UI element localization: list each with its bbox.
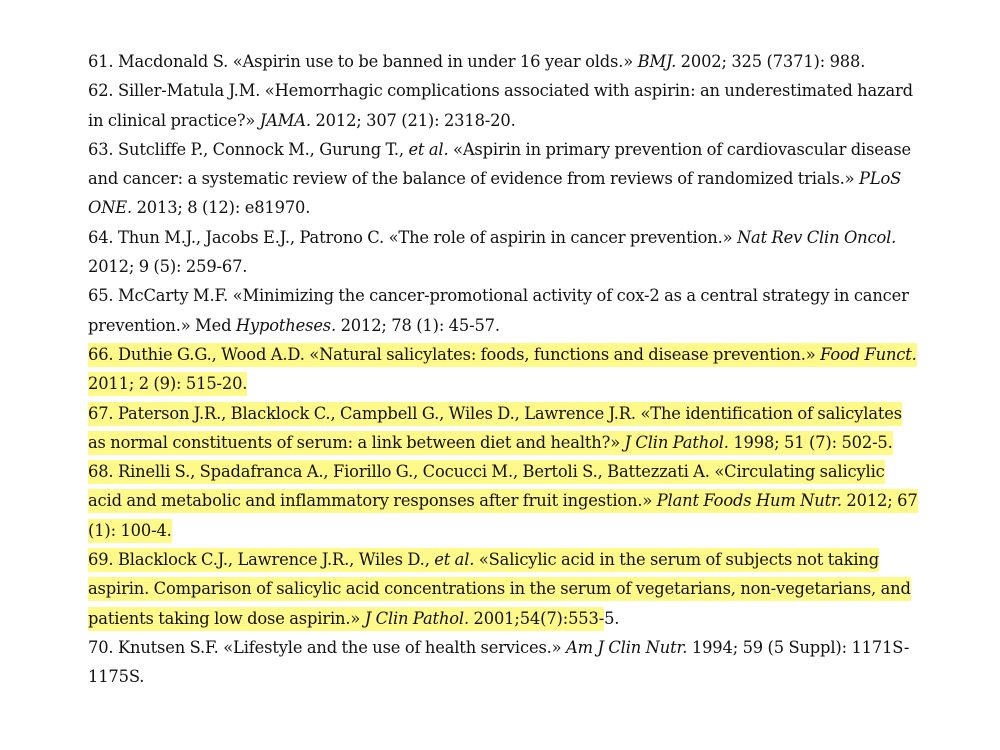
ref-journal: Hypotheses. bbox=[235, 315, 337, 335]
ref-title: «Aspirin use to be banned in under 16 year olds.» bbox=[232, 52, 634, 71]
highlighted-text bbox=[88, 548, 911, 631]
ref-authors: Thun M.J., Jacobs E.J., Patrono C. bbox=[117, 227, 385, 247]
ref-journal: Plant Foods Hum Nutr. bbox=[656, 491, 842, 511]
highlighted-text bbox=[88, 460, 918, 543]
reference-list bbox=[88, 47, 918, 692]
reference-65 bbox=[88, 281, 918, 340]
ref-details: 2002; 325 (7371): 988. bbox=[680, 52, 866, 71]
reference-63 bbox=[88, 135, 918, 223]
ref-number: 68. bbox=[88, 462, 114, 482]
ref-title: «The role of aspirin in cancer prevention.» bbox=[388, 227, 733, 247]
ref-number: 67. bbox=[88, 403, 114, 423]
ref-journal: PLoS ONE. bbox=[88, 169, 902, 218]
ref-details-tail: 5. bbox=[604, 608, 620, 628]
ref-title: «Natural salicylates: foods, functions and disease prevention.» bbox=[309, 344, 816, 364]
ref-title: «Aspirin in primary prevention of cardiovascular disease and cancer: a systematic review of the balance of evidence from reviews of randomized trials.» bbox=[88, 139, 912, 189]
ref-authors: Knutsen S.F. bbox=[117, 637, 219, 657]
ref-authors: Rinelli S., Spadafranca A., Fiorillo G., Cocucci M., Bertoli S., Battezzati A. bbox=[117, 462, 710, 482]
reference-66 bbox=[88, 340, 918, 399]
ref-title: «Hemorrhagic complications associated with aspirin: an underestimated hazard in clinical practice?» bbox=[88, 81, 913, 130]
ref-authors: Blacklock C.J., Lawrence J.R., Wiles D., bbox=[117, 550, 430, 570]
ref-authors: Paterson J.R., Blacklock C., Campbell G., Wiles D., Lawrence J.R. bbox=[117, 403, 636, 423]
ref-journal: JAMA. bbox=[259, 110, 311, 130]
ref-number: 63. bbox=[88, 139, 114, 159]
ref-number: 64. bbox=[88, 227, 114, 247]
reference-67 bbox=[88, 399, 918, 458]
highlighted-text bbox=[88, 402, 902, 455]
highlighted-text bbox=[88, 343, 917, 396]
ref-etal: et al. bbox=[434, 550, 475, 570]
reference-70 bbox=[88, 633, 918, 692]
ref-details: 2011; 2 (9): 515-20. bbox=[88, 374, 248, 394]
ref-journal: Nat Rev Clin Oncol. bbox=[736, 227, 897, 247]
ref-journal: BMJ. bbox=[637, 52, 677, 71]
ref-authors: Macdonald S. bbox=[117, 52, 229, 71]
ref-number: 66. bbox=[88, 344, 114, 364]
ref-journal: J Clin Pathol. bbox=[364, 608, 470, 628]
ref-etal: et al. bbox=[408, 139, 449, 159]
reference-62 bbox=[88, 76, 918, 135]
ref-details: 2012; 307 (21): 2318-20. bbox=[315, 110, 516, 130]
ref-title: «Circulating salicylic acid and metabolic and inflammatory responses after fruit ingestion.» bbox=[88, 462, 885, 511]
ref-details: 2012; 67 (1): 100-4. bbox=[88, 491, 918, 540]
ref-title: «Salicylic acid in the serum of subjects not taking aspirin. Comparison of salicylic acid concentrations in the serum of vegetarians, non-vegetarians, and patients taking low dose aspirin.» bbox=[88, 550, 911, 628]
ref-number: 62. bbox=[88, 81, 114, 101]
ref-journal: Food Funct. bbox=[820, 344, 917, 364]
reference-61 bbox=[88, 47, 918, 76]
reference-68 bbox=[88, 457, 918, 545]
ref-details: 1994; 59 (5 Suppl): 1171S-1175S. bbox=[88, 637, 910, 687]
ref-authors: Siller-Matula J.M. bbox=[117, 81, 261, 101]
ref-journal: J Clin Pathol. bbox=[624, 432, 729, 452]
ref-title: «The identification of salicylates as normal constituents of serum: a link between diet and health?» bbox=[88, 403, 902, 452]
ref-details: 2012; 78 (1): 45-57. bbox=[340, 315, 500, 335]
ref-details: 1998; 51 (7): 502-5. bbox=[733, 432, 893, 452]
reference-64 bbox=[88, 223, 918, 282]
ref-number: 69. bbox=[88, 550, 114, 570]
ref-number: 70. bbox=[88, 637, 114, 657]
ref-title: «Lifestyle and the use of health services.» bbox=[223, 637, 562, 657]
ref-journal: Am J Clin Nutr. bbox=[566, 637, 688, 657]
ref-details: 2001;54(7):553- bbox=[473, 608, 605, 628]
ref-authors: McCarty M.F. bbox=[117, 286, 229, 306]
reference-69 bbox=[88, 545, 918, 633]
ref-authors: Sutcliffe P., Connock M., Gurung T., bbox=[117, 139, 404, 159]
ref-details: 2013; 8 (12): e81970. bbox=[136, 198, 311, 218]
ref-authors: Duthie G.G., Wood A.D. bbox=[117, 344, 305, 364]
ref-title: «Minimizing the cancer-promotional activity of cox-2 as a central strategy in cancer prevention.» Med bbox=[88, 286, 909, 335]
ref-details: 2012; 9 (5): 259-67. bbox=[88, 257, 248, 277]
ref-number: 65. bbox=[88, 286, 114, 306]
ref-number: 61. bbox=[88, 52, 114, 71]
